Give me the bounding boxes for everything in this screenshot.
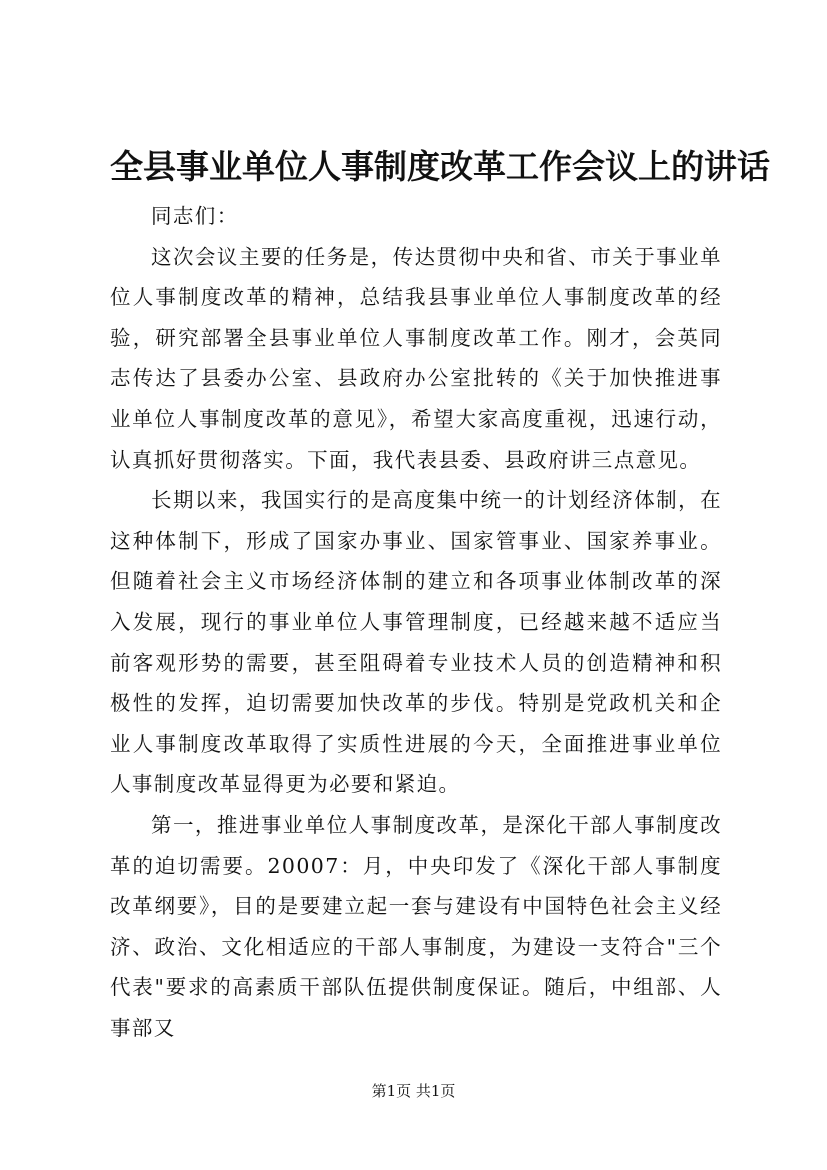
page-number-footer: 第1页 共1页 bbox=[371, 1082, 456, 1100]
greeting: 同志们： bbox=[151, 204, 239, 228]
paragraph-1: 这次会议主要的任务是，传达贯彻中央和省、市关于事业单位人事制度改革的精神，总结我县事业单位人事制度改革的经验，研究部署全县事业单位人事制度改革工作。刚才，会英同志传达了县委办公室、县政府办公室批转的《关于加快推进事业单位人事制度改革的意见》，希望大家高度重视，迅速行动，认真抓好贯彻落实。下面，我代表县委、县政府讲三点意见。 bbox=[110, 244, 722, 472]
document-body bbox=[110, 196, 722, 1048]
paragraph-2: 长期以来，我国实行的是高度集中统一的计划经济体制，在这种体制下，形成了国家办事业、国家管事业、国家养事业。但随着社会主义市场经济体制的建立和各项事业体制改革的深入发展，现行的事业单位人事管理制度，已经越来越不适应当前客观形势的需要，甚至阻碍着专业技术人员的创造精神和积极性的发挥，迫切需要加快改革的步伐。特别是党政机关和企业人事制度改革取得了实质性进展的今天，全面推进事业单位人事制度改革显得更为必要和紧迫。 bbox=[110, 488, 722, 797]
document-title: 全县事业单位人事制度改革工作会议上的讲话 bbox=[110, 147, 770, 186]
paragraph-3: 第一，推进事业单位人事制度改革，是深化干部人事制度改革的迫切需要。20007：月，中央印发了《深化干部人事制度改革纲要》，目的是要建立起一套与建设有中国特色社会主义经济、政治、文化相适应的干部人事制度，为建设一支符合"三个代表"要求的高素质干部队伍提供制度保证。随后，中组部、人事部又 bbox=[110, 812, 722, 1040]
